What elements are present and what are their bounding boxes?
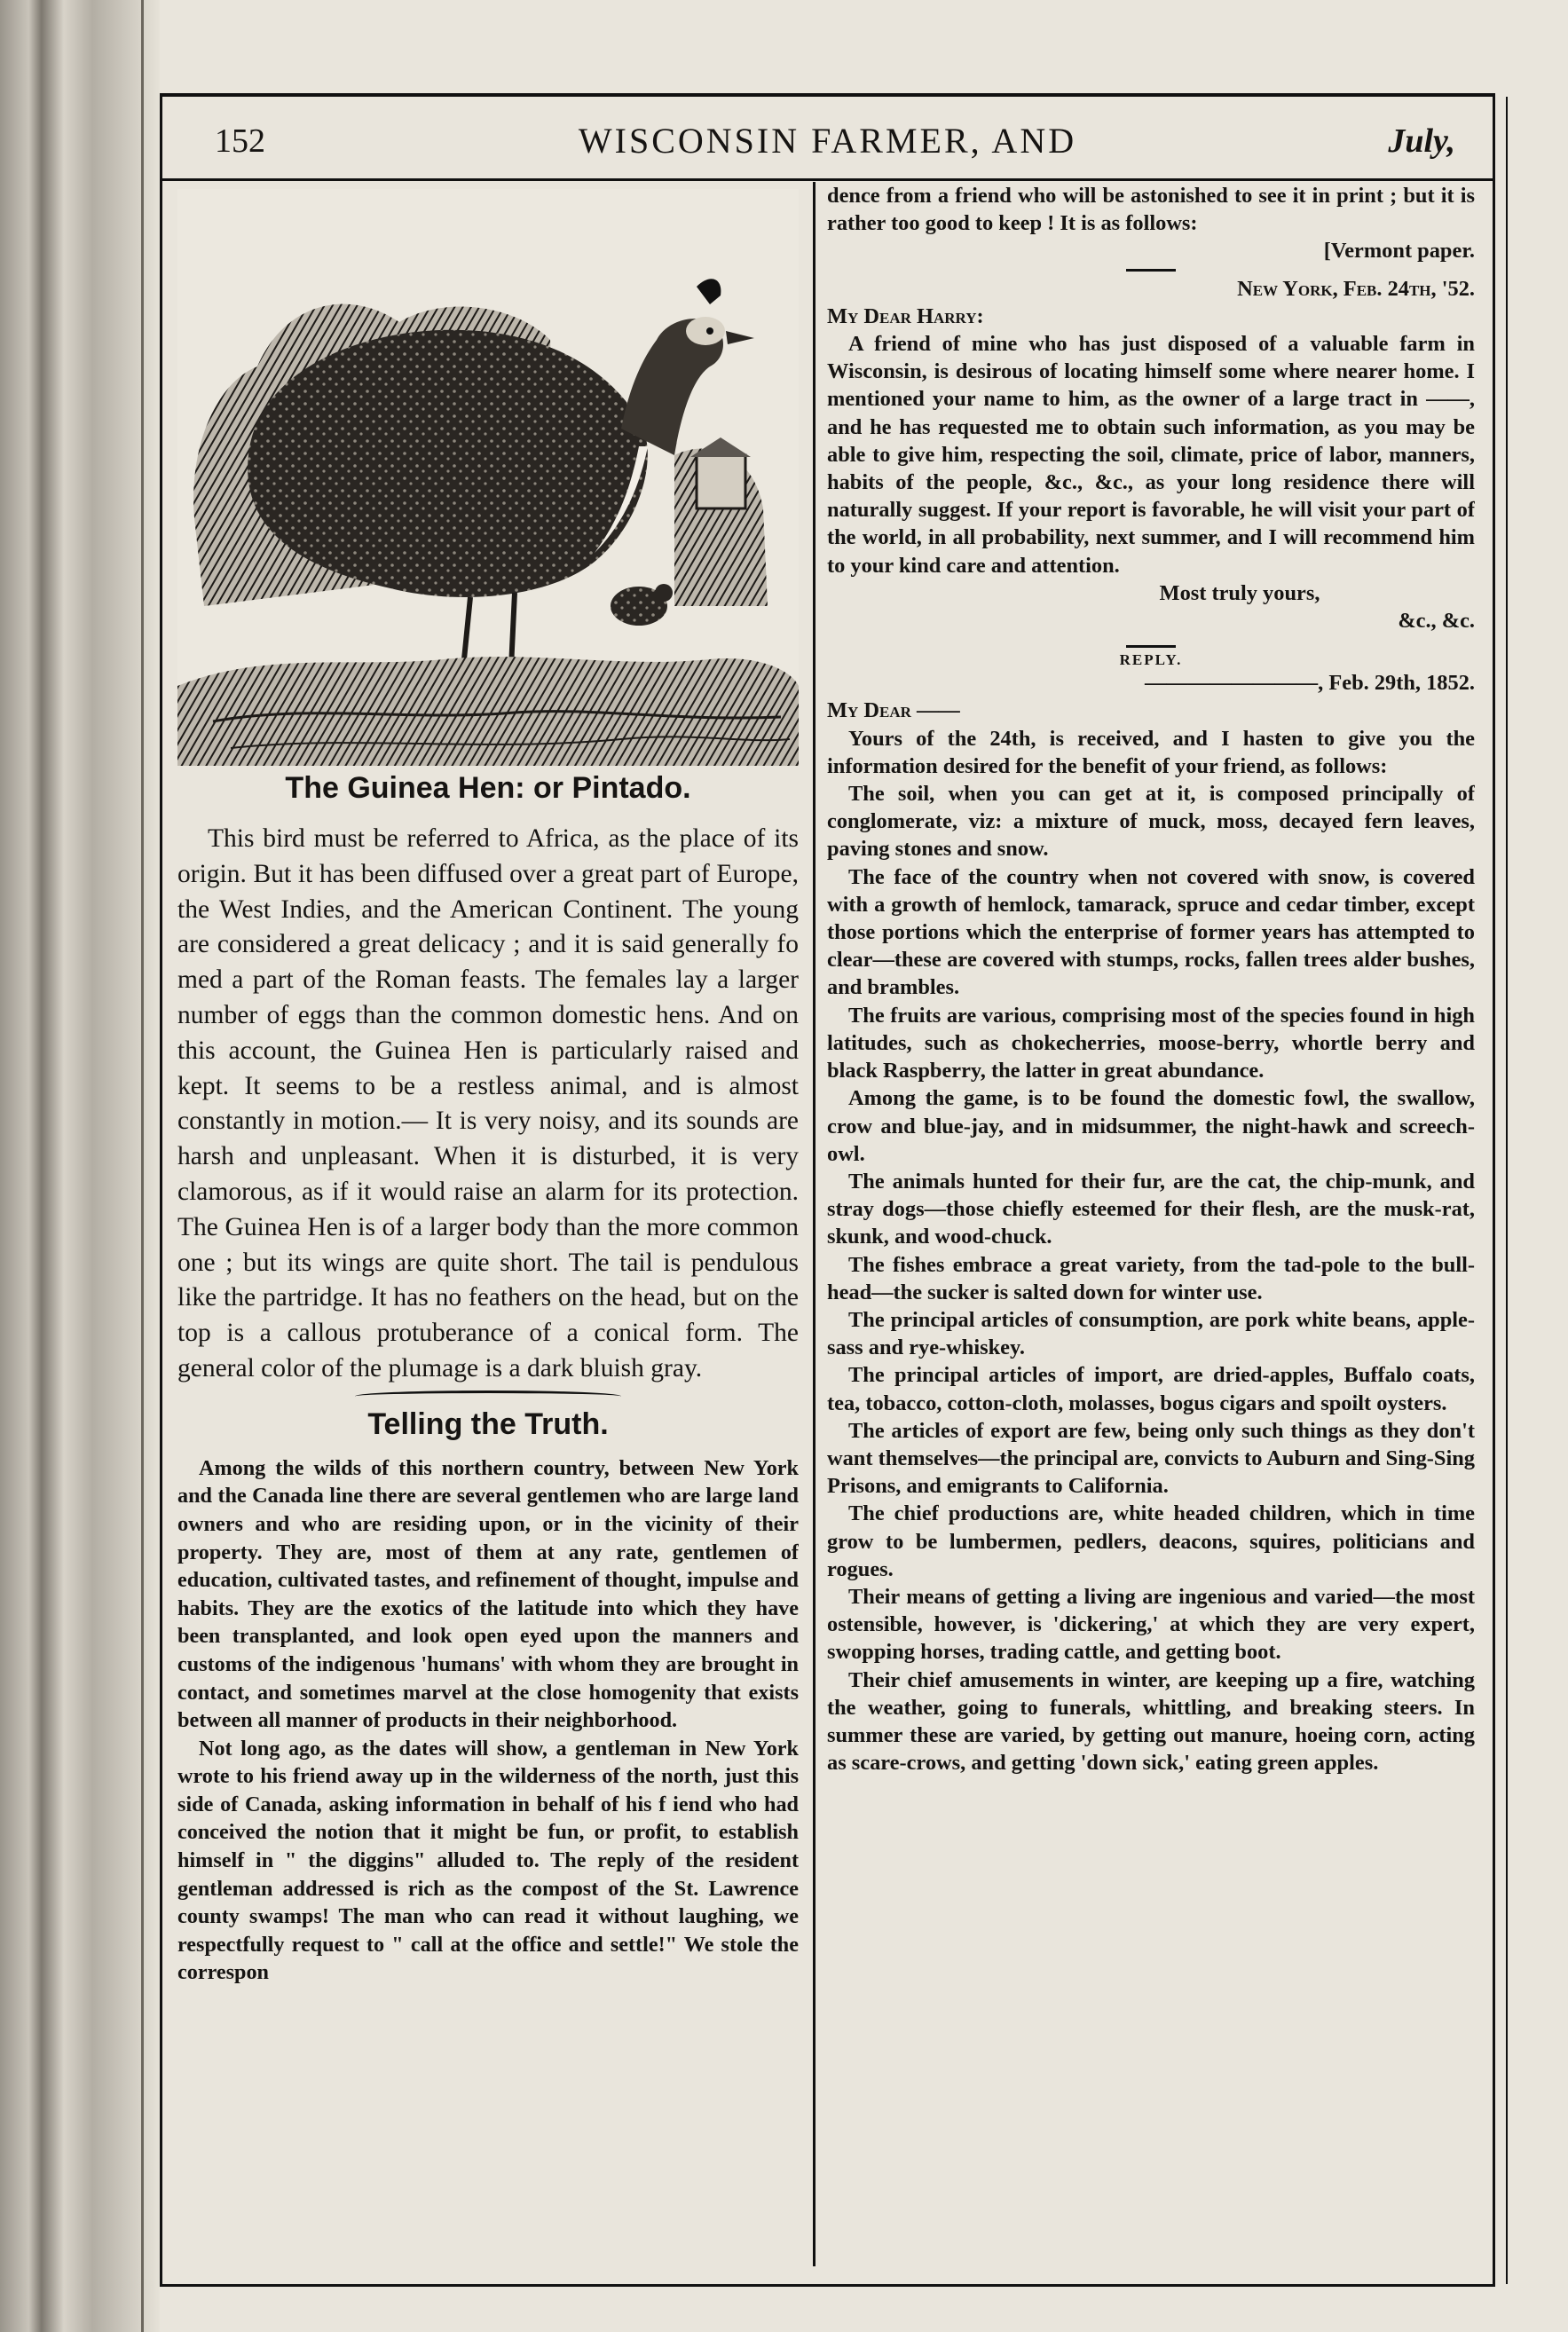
article-paragraph: Among the wilds of this northern country, between New York and the Canada line there are several gentlemen who are large land owners and who are residing upon, or in the vicinity of their property. They are, most of them at any rate, gentlemen of education, cultivated tastes, and refinement of thought, impulse and habits. They are the exotics of the latitude into which they have been transplanted, and look open eyed upon the manners and customs of the indigenous 'humans' with whom they are brought in contact, and sometimes marvel at the close homogenity that exists between all manner of products in their neighborhood. <box>177 1455 799 1733</box>
illustration-caption: The Guinea Hen: or Pintado. <box>285 771 691 805</box>
right-column <box>827 182 1475 2266</box>
reply-paragraph: The principal articles of import, are dried-apples, Buffalo coats, tea, tobacco, cotton-cloth, molasses, bogus cigars and spoilt oysters. <box>827 1363 1475 1415</box>
letter-closing-2: &c., &c. <box>1398 609 1475 634</box>
section-rule <box>1126 269 1176 272</box>
reply-paragraph: Yours of the 24th, is received, and I hasten to give you the information desired for the benefit of your friend, as follows: <box>827 726 1475 778</box>
left-column <box>177 182 799 2266</box>
reply-salutation <box>827 697 1475 724</box>
guinea-hen-engraving <box>177 189 799 766</box>
column-divider <box>813 182 816 2266</box>
telling-truth-article <box>177 1454 799 1987</box>
guinea-hen-paragraph: This bird must be referred to Africa, as the place of its origin. But it has been diffused over a great part of Europe, the West Indies, and the American Continent. The young are considered a great delicacy ; and it is said generally fo med a part of the Roman feasts. The females lay a larger number of eggs than the common domestic hens. And on this account, the Guinea Hen is particularly raised and kept. It seems to be a restless animal, and is almost constantly in motion.— It is very noisy, and its sounds are harsh and unpleasant. When it is disturbed, it is very clamorous, as if it would raise an alarm for its protection. The Guinea Hen is of a larger body than the more common one ; but its wings are quite short. The tail is pendulous like the partridge. It has no feathers on the head, but on the top is a callous protuberance of a conical form. The general color of the plumage is a dark bluish gray. <box>177 824 799 1383</box>
letter-salutation-text: My Dear Harry: <box>827 303 984 328</box>
issue-month: July, <box>1388 122 1455 160</box>
letter-closing: Most truly yours, <box>1159 580 1320 605</box>
letter-body: A friend of mine who has just disposed of a valuable farm in Wisconsin, is desirous of locating himself some where nearer home. I mentioned your name to him, as the owner of a large tract in ——, and he has requested me to obtain such information, as you may be able to give him, respecting the soil, climate, price of labor, manners, habits of the people, &c., &c., as your long residence there will naturally suggest. If your report is favorable, he will visit your part of the world, in all probability, next summer, and I will recommend him to your kind care and attention. <box>827 332 1475 578</box>
article-paragraph: Not long ago, as the dates will show, a gentleman in New York wrote to his friend away up in the wilderness of the north, just this side of Canada, asking information in behalf of his f iend who had conceived the notion that it might be fun, or profit, to establish himself in " the diggins" alluded to. The reply of the resident gentleman addressed is rich as the compost of the St. Lawrence county swamps! The man who can read it without laughing, we respectfully request to " call at the office and settle!" We stole the correspon <box>177 1736 799 1985</box>
reply-paragraph: Their means of getting a living are ingenious and varied—the most ostensible, however, is 'dickering,' at which they are very expert, swopping horses, trading cattle, and getting boot. <box>827 1584 1475 1665</box>
article-paragraph: dence from a friend who will be astonished to see it in print ; but it is rather too good to keep ! It is as follows: <box>827 184 1475 236</box>
article-heading: Telling the Truth. <box>367 1406 609 1441</box>
letter-dateline-text: New York, Feb. 24th, '52. <box>1237 276 1475 301</box>
page-border-right <box>1493 97 1495 2284</box>
reply-dateline: ————————, Feb. 29th, 1852. <box>1145 671 1475 696</box>
reply-label: REPLY. <box>1119 651 1183 669</box>
section-ornament <box>355 1391 621 1402</box>
source-credit: [Vermont paper. <box>1323 239 1475 264</box>
book-binding <box>0 0 160 2332</box>
publication-title: WISCONSIN FARMER, AND <box>578 121 1077 161</box>
reply-paragraph: Their chief amusements in winter, are keeping up a fire, watching the weather, going to funerals, whittling, and breaking steers. In summer these are varied, by getting out manure, hoeing corn, acting as scare-crows, and getting 'down sick,' eating green apples. <box>827 1667 1475 1776</box>
reply-paragraph: The fishes embrace a great variety, from the tad-pole to the bull-head—the sucker is salted down for winter use. <box>827 1252 1475 1304</box>
reply-paragraph: The face of the country when not covered with snow, is covered with a growth of hemlock, tamarack, spruce and cedar timber, except those portions which the enterprise of former years has attempted to clear—these are covered with stumps, rocks, fallen trees alder bushes, and brambles. <box>827 864 1475 1000</box>
guinea-hen-illustration <box>177 189 799 766</box>
reply-paragraph: The soil, when you can get at it, is composed principally of conglomerate, viz: a mixture of muck, moss, decayed fern leaves, paving stones and snow. <box>827 782 1475 862</box>
reply-paragraph: The articles of export are few, being only such things as they don't want themselves—the principal are, convicts to Auburn and Sing-Sing Prisons, and emigrants to California. <box>827 1418 1475 1499</box>
section-rule <box>1126 645 1176 648</box>
reply-paragraph: Among the game, is to be found the domestic fowl, the swallow, crow and blue-jay, and in midsummer, the night-hawk and screech-owl. <box>827 1086 1475 1166</box>
reply-paragraph: The fruits are various, comprising most of the species found in high latitudes, such as chokecherries, moose-berry, whortle berry and black Raspberry, the latter in great abundance. <box>827 1003 1475 1083</box>
reply-paragraph: The principal articles of consumption, are pork white beans, apple-sass and rye-whiskey. <box>827 1307 1475 1360</box>
reply-paragraph: The animals hunted for their fur, are the cat, the chip-munk, and stray dogs—those chiefly esteemed for their flesh, are the musk-rat, skunk, and wood-chuck. <box>827 1169 1475 1249</box>
reply-paragraph: The chief productions are, white headed children, which in time grow to be lumbermen, pedlers, deacons, squires, politicians and rogues. <box>827 1501 1475 1581</box>
reply-salutation-text: My Dear —— <box>827 698 960 723</box>
page-header <box>160 113 1495 175</box>
newspaper-page <box>160 93 1495 2287</box>
letter-dateline <box>827 275 1475 303</box>
page-border-left <box>160 97 162 2284</box>
letter-salutation <box>827 303 1475 330</box>
header-rule <box>160 178 1495 181</box>
page-border-right-outer <box>1506 97 1508 2284</box>
guinea-hen-article <box>177 822 799 1387</box>
letter-section <box>827 182 1475 1777</box>
page-number: 152 <box>215 122 265 160</box>
